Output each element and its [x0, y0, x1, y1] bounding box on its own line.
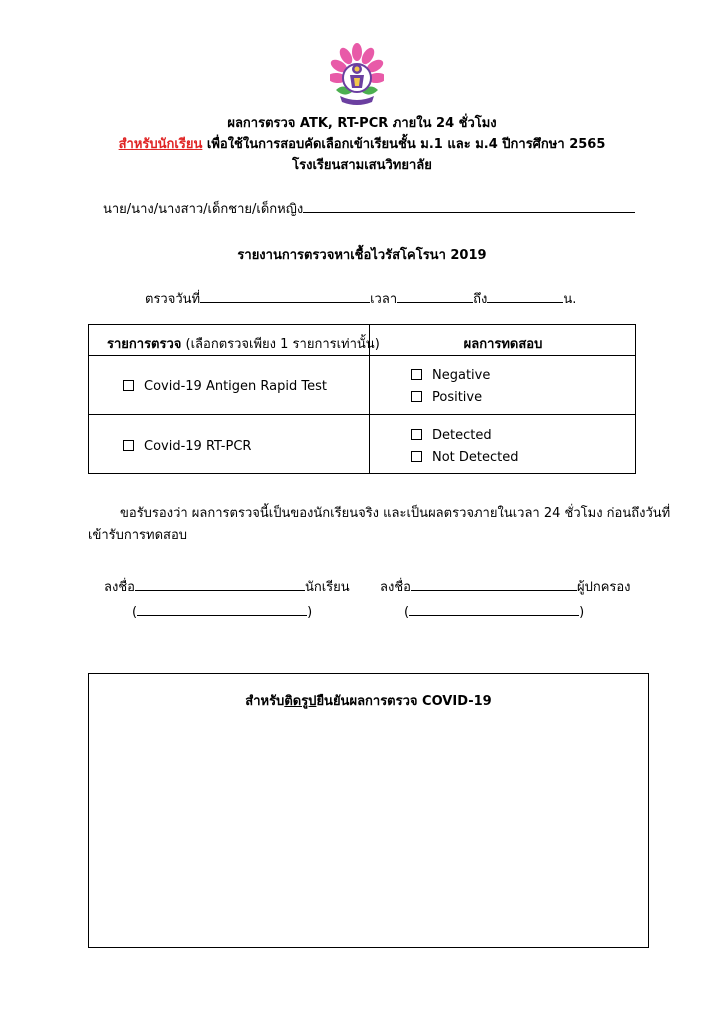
student-signature-row — [104, 576, 350, 597]
school-logo-icon — [330, 42, 384, 108]
table-header-test-bold: รายการตรวจ — [107, 337, 182, 352]
student-paren-close: ) — [307, 605, 313, 620]
antigen-test-label: Covid-19 Antigen Rapid Test — [144, 379, 327, 394]
table-header-test — [107, 333, 380, 354]
name-input-line[interactable] — [303, 198, 635, 213]
parent-paren-open: ( — [404, 605, 410, 620]
certification-line-1 — [120, 502, 670, 523]
time-from-input-line[interactable] — [397, 288, 473, 303]
time-to-input-line[interactable] — [487, 288, 563, 303]
parent-sign-label: ลงชื่อ — [380, 580, 411, 595]
rt-pcr-checkbox[interactable] — [123, 440, 134, 451]
negative-checkbox[interactable] — [411, 369, 422, 380]
for-students-highlight: สำหรับนักเรียน — [118, 137, 203, 152]
not-detected-checkbox[interactable] — [411, 451, 422, 462]
name-row — [103, 198, 635, 219]
test-results-table — [88, 324, 636, 474]
student-printed-name-line[interactable] — [137, 601, 307, 616]
student-role-label: นักเรียน — [304, 580, 350, 595]
school-name — [0, 154, 724, 175]
table-header-result-text: ผลการทดสอบ — [463, 337, 543, 352]
table-row-divider — [89, 414, 635, 415]
parent-paren-close: ) — [579, 605, 585, 620]
photo-box-title-underlined: ติดรูป — [284, 694, 317, 709]
result-option — [411, 368, 490, 383]
date-row — [145, 288, 576, 309]
certification-text-1: ขอรับรองว่า ผลการตรวจนี้เป็นของนักเรียนจริง และเป็นผลตรวจภายในเวลา 24 ชั่วโมง ก่อนถึงวันที่ — [120, 506, 671, 521]
student-sign-label: ลงชื่อ — [104, 580, 135, 595]
parent-printed-name-line[interactable] — [409, 601, 579, 616]
photo-attachment-box[interactable] — [88, 673, 649, 948]
date-label: ตรวจวันที่ — [145, 292, 201, 307]
table-row — [123, 439, 251, 454]
name-label: นาย/นาง/นางสาว/เด็กชาย/เด็กหญิง — [103, 202, 304, 217]
result-option — [411, 450, 519, 465]
parent-name-row — [404, 601, 584, 620]
result-option — [411, 428, 492, 443]
photo-box-title-after: ยืนยันผลการตรวจ COVID-19 — [316, 694, 492, 709]
photo-box-title-before: สำหรับ — [245, 694, 285, 709]
date-input-line[interactable] — [200, 288, 370, 303]
antigen-test-checkbox[interactable] — [123, 380, 134, 391]
negative-label: Negative — [432, 368, 491, 383]
table-header-divider — [89, 355, 635, 356]
student-signature-line[interactable] — [135, 576, 305, 591]
parent-signature-row — [380, 576, 631, 597]
not-detected-label: Not Detected — [432, 450, 519, 465]
photo-box-title — [89, 690, 648, 711]
table-header-test-note: (เลือกตรวจเพียง 1 รายการเท่านั้น) — [181, 337, 380, 352]
positive-label: Positive — [432, 390, 483, 405]
parent-role-label: ผู้ปกครอง — [576, 580, 631, 595]
rt-pcr-label: Covid-19 RT-PCR — [144, 439, 252, 454]
report-title — [0, 244, 724, 265]
table-header-result — [369, 333, 637, 354]
student-paren-open: ( — [132, 605, 138, 620]
time-suffix-label: น. — [563, 292, 577, 307]
school-name-text: โรงเรียนสามเสนวิทยาลัย — [292, 158, 432, 173]
form-subtitle — [0, 133, 724, 154]
parent-signature-line[interactable] — [411, 576, 577, 591]
positive-checkbox[interactable] — [411, 391, 422, 402]
table-row — [123, 379, 327, 394]
report-title-text: รายงานการตรวจหาเชื้อไวรัสโคโรนา 2019 — [237, 248, 487, 263]
certification-line-2 — [88, 524, 187, 545]
form-title-text: ผลการตรวจ ATK, RT-PCR ภายใน 24 ชั่วโมง — [227, 116, 497, 131]
result-option — [411, 390, 482, 405]
time-label: เวลา — [370, 292, 398, 307]
certification-text-2: เข้ารับการทดสอบ — [88, 528, 188, 543]
detected-checkbox[interactable] — [411, 429, 422, 440]
form-title — [0, 112, 724, 133]
student-name-row — [132, 601, 312, 620]
to-label: ถึง — [473, 292, 488, 307]
form-subtitle-text: เพื่อใช้ในการสอบคัดเลือกเข้าเรียนชั้น ม.1 และ ม.4 ปีการศึกษา 2565 — [202, 137, 606, 152]
detected-label: Detected — [432, 428, 492, 443]
